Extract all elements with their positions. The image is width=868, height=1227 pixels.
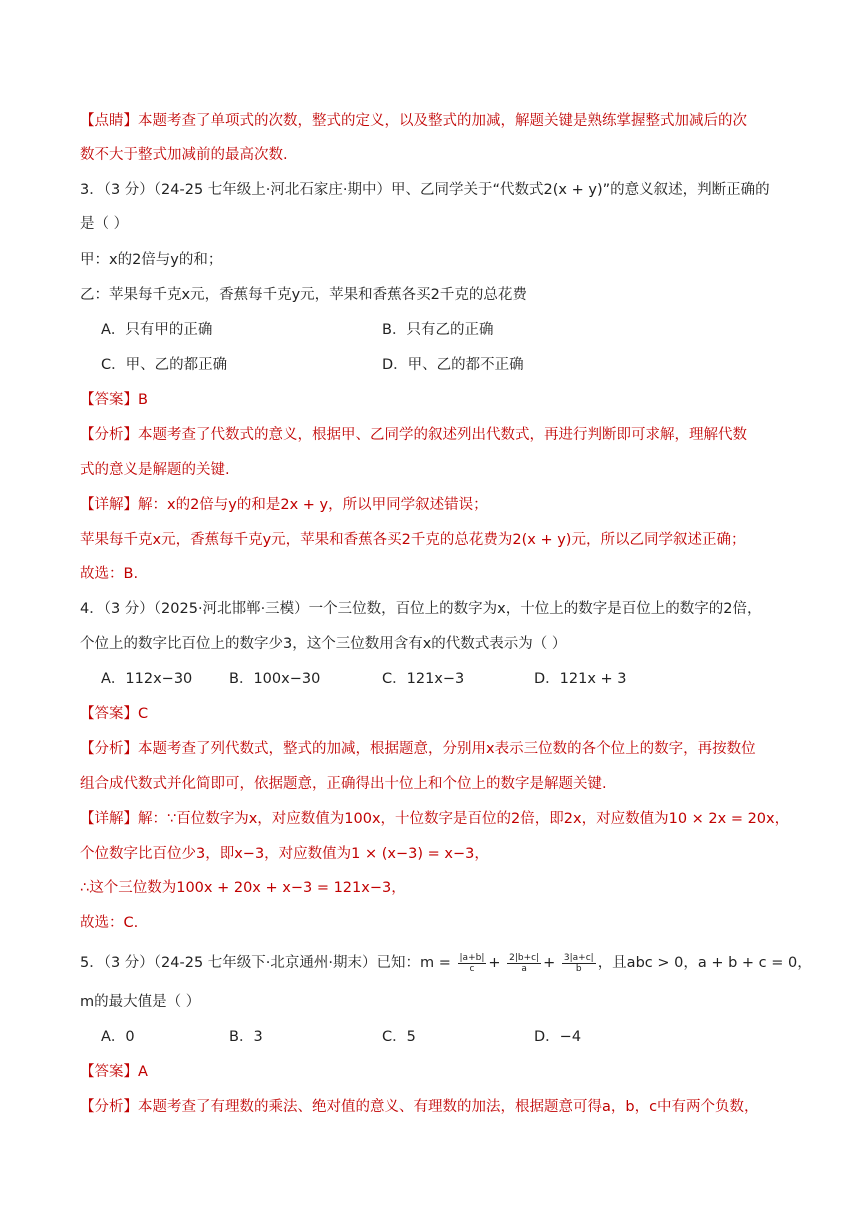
point-line-1: 【点睛】本题考查了单项式的次数，整式的定义，以及整式的加减，解题关键是熟练掌握整式加减后的次 bbox=[80, 113, 747, 129]
q5-fraction-1 bbox=[458, 953, 487, 974]
q3-analysis-line-2: 式的意义是解题的关键. bbox=[80, 462, 230, 478]
q5-fraction-2 bbox=[507, 953, 541, 974]
q3-option-c: C．甲、乙的都正确 bbox=[101, 357, 228, 373]
q3-option-a: A．只有甲的正确 bbox=[101, 322, 213, 338]
q5-fraction-1-denominator: c bbox=[469, 963, 475, 974]
q5-option-d: D．−4 bbox=[534, 1029, 582, 1045]
q4-detail-line-2: 个位数字比百位少3，即x−3，对应数值为1 × (x−3) = x−3， bbox=[80, 846, 489, 862]
q3-stem-line-2: 是（ ） bbox=[80, 216, 129, 232]
q5-fraction-3 bbox=[562, 953, 596, 974]
point-line-2: 数不大于整式加减前的最高次数. bbox=[80, 147, 288, 163]
q4-analysis-line-1: 【分析】本题考查了列代数式，整式的加减，根据题意，分别用x表示三位数的各个位上的数字，再按数位 bbox=[80, 741, 756, 757]
q4-option-a: A．112x−30 bbox=[101, 671, 193, 687]
q3-option-d: D．甲、乙的都不正确 bbox=[382, 357, 524, 373]
q3-analysis-line-1: 【分析】本题考查了代数式的意义，根据甲、乙同学的叙述列出代数式，再进行判断即可求解，理解代数 bbox=[80, 427, 747, 443]
q4-option-c: C．121x−3 bbox=[382, 671, 465, 687]
q4-stem-line-1: 4．（3 分）（2025·河北邯郸·三模）一个三位数，百位上的数字为x，十位上的数字是百位上的数字的2倍， bbox=[80, 601, 762, 617]
q3-detail-line-1: 【详解】解：x的2倍与y的和是2x + y，所以甲同学叙述错误； bbox=[80, 497, 488, 513]
q3-statement-yi: 乙：苹果每千克x元，香蕉每千克y元，苹果和香蕉各买2千克的总花费 bbox=[80, 287, 527, 303]
q3-detail-line-2: 苹果每千克x元，香蕉每千克y元，苹果和香蕉各买2千克的总花费为2(x + y)元，所以乙同学叙述正确； bbox=[80, 532, 746, 548]
q4-detail-line-1: 【详解】解：∵百位数字为x，对应数值为100x，十位数字是百位的2倍，即2x，对应数值为10 × 2x = 20x， bbox=[80, 811, 790, 827]
q4-option-d: D．121x + 3 bbox=[534, 671, 627, 687]
q5-fraction-3-denominator: b bbox=[575, 963, 582, 974]
q5-stem-suffix: ，且abc > 0，a + b + c = 0， bbox=[597, 955, 812, 971]
q4-analysis-line-2: 组合成代数式并化简即可，依据题意，正确得出十位上和个位上的数字是解题关键. bbox=[80, 776, 607, 792]
q5-option-a: A．0 bbox=[101, 1029, 135, 1045]
q5-stem-line-1: 5．（3 分）（24-25 七年级下·北京通州·期末）已知：m = $\frac{|a+b|}{c}$ + $\frac{2|b+c|}{a}$ + $\frac{3|a+c|}{b}$ ，且abc > 0，a + b + c = 0， bbox=[80, 952, 812, 974]
q5-option-c: C．5 bbox=[382, 1029, 416, 1045]
q4-detail-line-4: 故选：C. bbox=[80, 915, 139, 931]
q3-option-b: B．只有乙的正确 bbox=[382, 322, 494, 338]
q5-fraction-2-denominator: a bbox=[521, 963, 527, 974]
q5-analysis-line-1: 【分析】本题考查了有理数的乘法、绝对值的意义、有理数的加法，根据题意可得a，b，c中有两个负数， bbox=[80, 1099, 759, 1115]
q5-fraction-1-numerator: |a+b| bbox=[459, 952, 485, 963]
q5-fraction-3-numerator: 3|a+c| bbox=[563, 952, 594, 963]
q3-answer: 【答案】B bbox=[80, 392, 148, 408]
q4-answer: 【答案】C bbox=[80, 706, 149, 722]
q4-stem-line-2: 个位上的数字比百位上的数字少3，这个三位数用含有x的代数式表示为（ ） bbox=[80, 636, 567, 652]
q5-stem-line-2: m的最大值是（ ） bbox=[80, 994, 201, 1010]
q3-statement-jia: 甲：x的2倍与y的和； bbox=[80, 252, 223, 268]
q4-detail-line-3: ∴这个三位数为100x + 20x + x−3 = 121x−3， bbox=[80, 880, 406, 896]
q4-option-b: B．100x−30 bbox=[229, 671, 321, 687]
q3-detail-line-3: 故选：B. bbox=[80, 566, 139, 582]
q5-stem-prefix: 5．（3 分）（24-25 七年级下·北京通州·期末）已知：m = bbox=[80, 955, 451, 971]
q3-stem-line-1: 3．（3 分）（24-25 七年级上·河北石家庄·期中）甲、乙同学关于“代数式2(x + y)”的意义叙述，判断正确的 bbox=[80, 182, 770, 198]
q5-answer: 【答案】A bbox=[80, 1064, 148, 1080]
q5-fraction-2-numerator: 2|b+c| bbox=[509, 952, 540, 963]
q5-option-b: B．3 bbox=[229, 1029, 263, 1045]
